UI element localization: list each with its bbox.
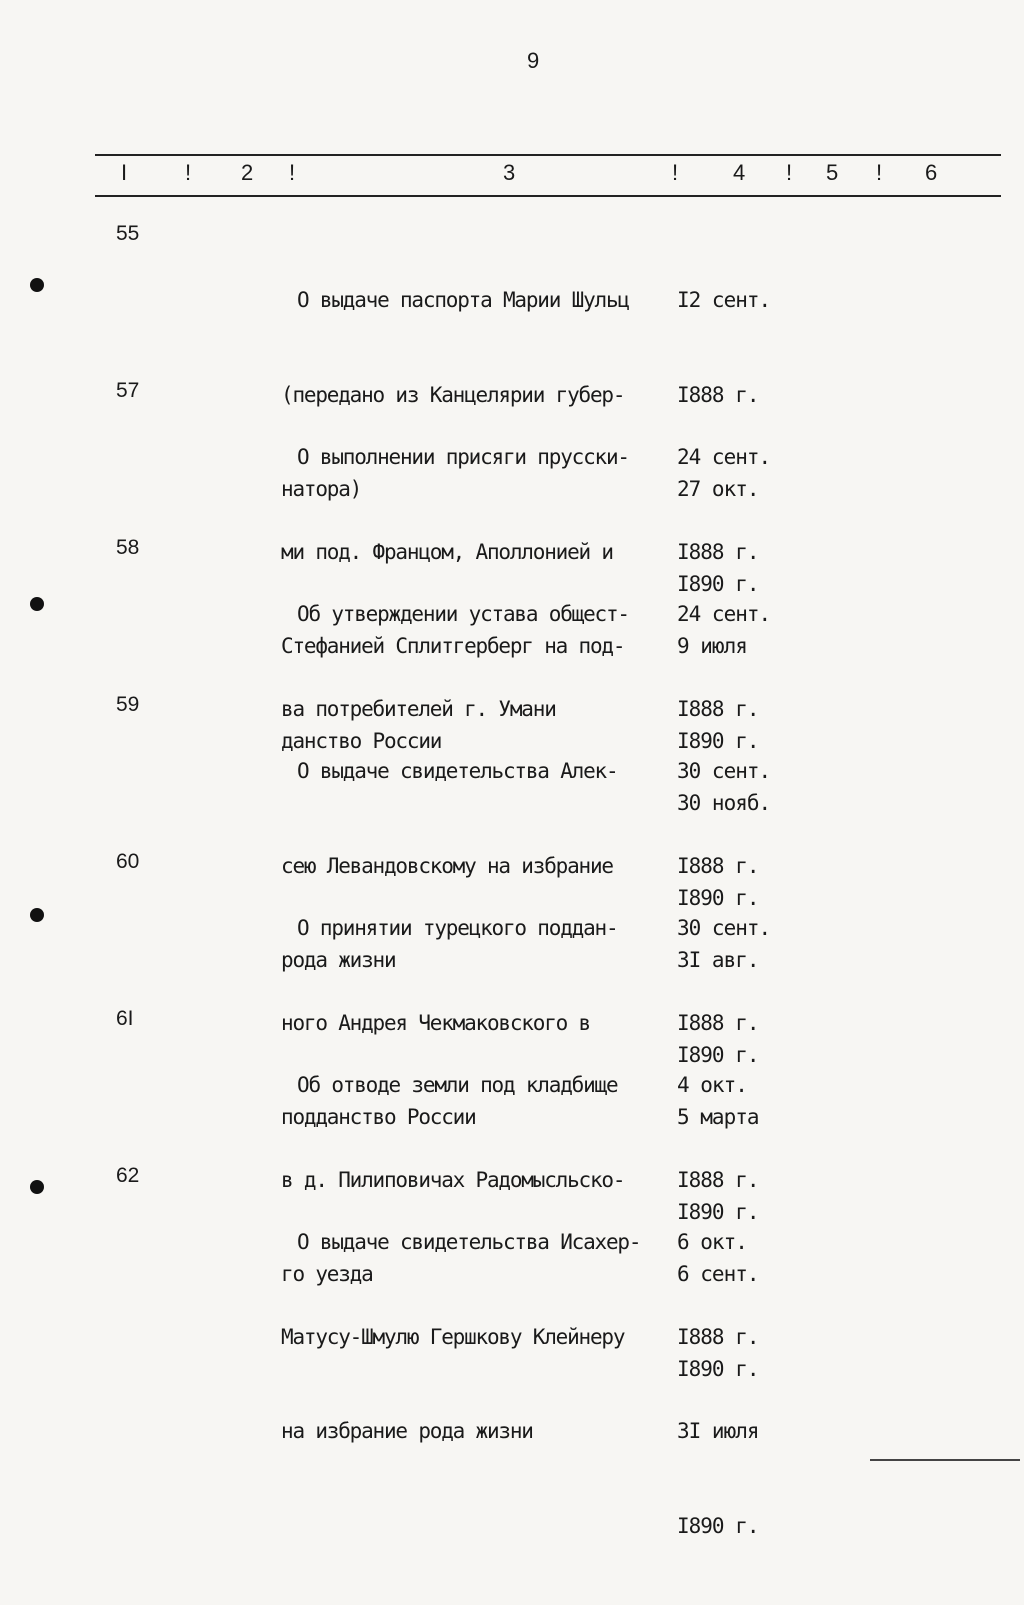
date-line: I888 г. xyxy=(677,696,759,721)
description-line: на избрание рода жизни xyxy=(281,1419,533,1443)
header-separator: ! xyxy=(786,160,793,185)
entry-number: 58 xyxy=(116,536,140,559)
description-line: (передано из Канцелярии губер- xyxy=(281,382,625,407)
header-col-4: 4 xyxy=(733,160,746,185)
punch-hole xyxy=(30,278,44,292)
description-line: О выдаче свидетельства Исахер- xyxy=(297,1230,641,1254)
date-line: 30 сент. xyxy=(677,916,771,940)
description-line: Об отводе земли под кладбище xyxy=(297,1073,618,1097)
entry-number: 55 xyxy=(116,222,140,245)
description-line: О выдаче паспорта Марии Шульц xyxy=(297,288,629,312)
footer-rule xyxy=(870,1459,1020,1461)
description-line: данство России xyxy=(281,728,442,753)
punch-hole xyxy=(30,908,44,922)
description-line: подданство России xyxy=(281,1105,476,1129)
entry-number: 62 xyxy=(116,1164,140,1187)
description-line: в д. Пилиповичах Радомысльско- xyxy=(281,1167,625,1192)
description-line: Об утверждении устава общест- xyxy=(297,602,629,626)
description-line: Матусу-Шмулю Гершкову Клейнеру xyxy=(281,1324,625,1349)
date-line: 3I авг. xyxy=(677,948,759,972)
date-line: 3I июля xyxy=(677,1419,759,1443)
date-line: 30 сент. xyxy=(677,759,771,783)
entry-dates xyxy=(677,1164,759,1605)
entry-description xyxy=(281,1164,681,1511)
entry-number: 60 xyxy=(116,850,140,873)
date-line: I888 г. xyxy=(677,853,759,878)
header-separator: ! xyxy=(185,160,192,185)
description-line: Стефанией Сплитгерберг на под- xyxy=(281,634,625,658)
description-line: рода жизни xyxy=(281,948,396,972)
description-line: натора) xyxy=(281,477,362,501)
header-col-6: 6 xyxy=(925,160,938,185)
date-line: I888 г. xyxy=(677,1010,759,1035)
description-line: го уезда xyxy=(281,1262,373,1286)
header-separator: ! xyxy=(672,160,679,185)
date-line: I890 г. xyxy=(677,728,759,753)
date-line: I888 г. xyxy=(677,382,759,407)
header-col-2: 2 xyxy=(241,160,254,185)
date-line: 5 марта xyxy=(677,1105,759,1129)
date-line: 27 окт. xyxy=(677,477,759,501)
header-col-3: 3 xyxy=(503,160,516,185)
date-line: 6 окт. xyxy=(677,1230,747,1254)
date-line: I890 г. xyxy=(677,1042,759,1067)
description-line: ва потребителей г. Умани xyxy=(281,696,556,721)
date-line: 4 окт. xyxy=(677,1073,747,1097)
date-line: 30 нояб. xyxy=(677,791,771,815)
entry-number: 6I xyxy=(116,1007,134,1030)
description-line: О выдаче свидетельства Алек- xyxy=(297,759,618,783)
entry-number: 57 xyxy=(116,379,140,402)
punch-hole xyxy=(30,597,44,611)
description-line: ми под. Францом, Аполлонией и xyxy=(281,539,613,564)
date-line: I890 г. xyxy=(677,1513,759,1538)
description-line: О принятии турецкого поддан- xyxy=(297,916,618,940)
description-line: сею Левандовскому на избрание xyxy=(281,853,613,878)
date-line: I890 г. xyxy=(677,885,759,910)
table-row xyxy=(0,1164,1024,1538)
date-line: I890 г. xyxy=(677,571,759,596)
date-line: 6 сент. xyxy=(677,1262,759,1286)
table-header-rule xyxy=(95,195,1001,197)
date-line: 24 сент. xyxy=(677,602,771,626)
date-line: I888 г. xyxy=(677,1324,759,1349)
entry-number: 59 xyxy=(116,693,140,716)
page-number: 9 xyxy=(527,48,540,73)
description-line: О выполнении присяги прусски- xyxy=(297,445,629,469)
header-separator: ! xyxy=(289,160,296,185)
table-top-rule xyxy=(95,154,1001,156)
date-line: I888 г. xyxy=(677,1167,759,1192)
header-separator: ! xyxy=(876,160,883,185)
description-line: ного Андрея Чекмаковского в xyxy=(281,1010,590,1035)
date-line: I2 сент. xyxy=(677,288,771,312)
date-line: I890 г. xyxy=(677,1356,759,1381)
date-line: 9 июля xyxy=(677,634,747,658)
date-line: I888 г. xyxy=(677,539,759,564)
header-col-1: I xyxy=(121,160,128,185)
date-line: 24 сент. xyxy=(677,445,771,469)
punch-hole xyxy=(30,1180,44,1194)
date-line: I890 г. xyxy=(677,1199,759,1224)
header-col-5: 5 xyxy=(826,160,839,185)
